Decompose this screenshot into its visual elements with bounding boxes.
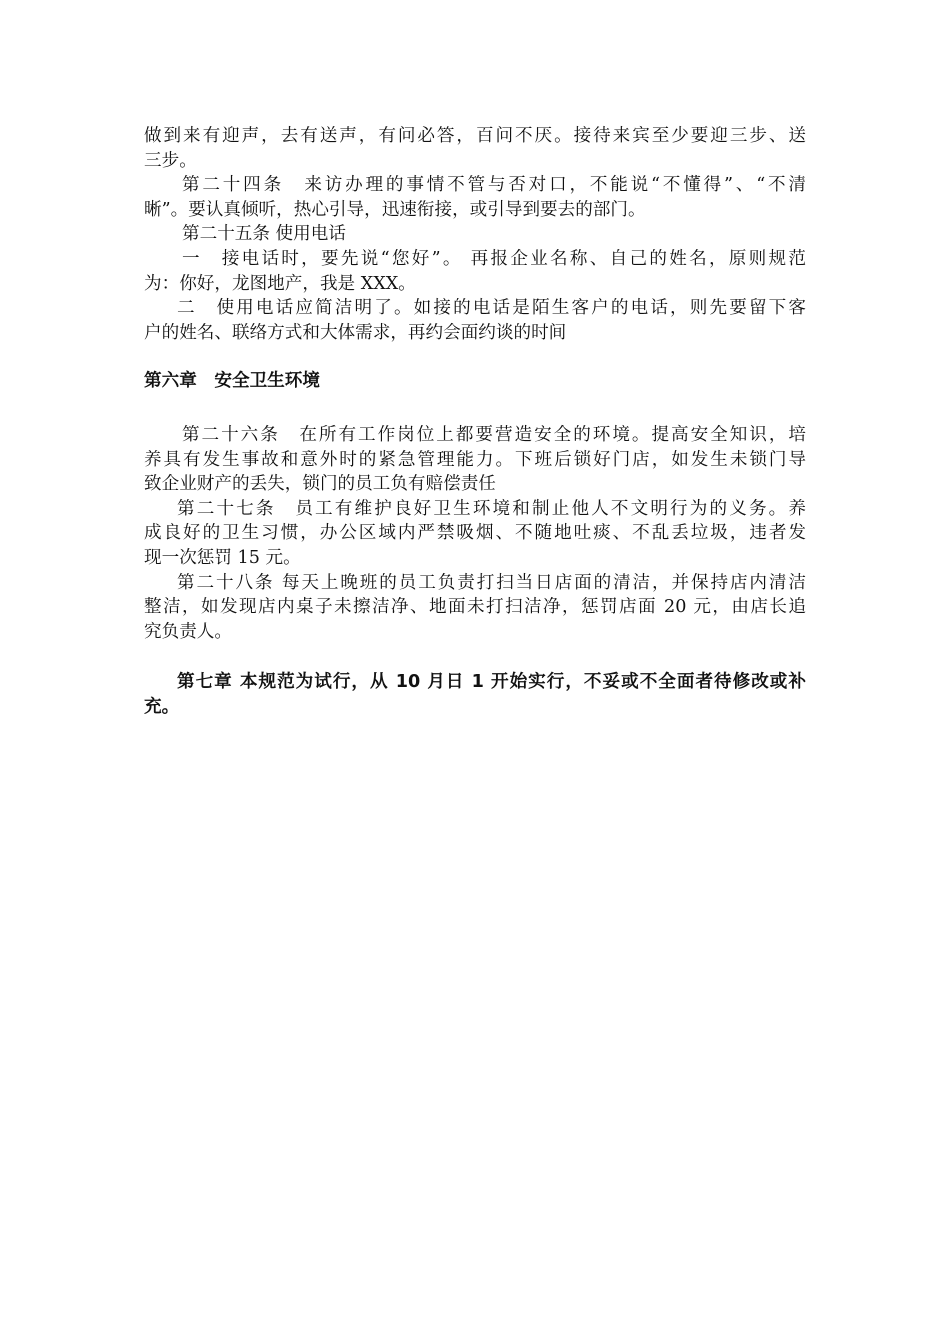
article-26-line: 致企业财产的丢失，锁门的员工负有赔偿责任	[144, 474, 496, 495]
article-25-item-2-line: 户的姓名、联络方式和大体需求，再约会面约谈的时间	[144, 322, 567, 343]
paragraph-line: 三步。	[144, 150, 197, 171]
article-26-line: 第二十六条 在所有工作岗位上都要营造安全的环境。提高安全知识，培	[182, 424, 806, 445]
chapter-7-line: 第七章 本规范为试行，从 10 月日 1 开始实行，不妥或不全面者待修改或补	[177, 672, 806, 693]
article-25-title: 第二十五条 使用电话	[182, 224, 346, 245]
article-25-item-2-line: 二 使用电话应简洁明了。如接的电话是陌生客户的电话，则先要留下客	[177, 298, 806, 319]
chapter-6-heading: 第六章 安全卫生环境	[144, 371, 320, 392]
spacer	[144, 394, 806, 423]
spacer	[144, 644, 806, 670]
article-28-line: 整洁，如发现店内桌子未擦洁净、地面未打扫洁净，惩罚店面 20 元，由店长追	[144, 597, 806, 618]
article-24-line: 第二十四条 来访办理的事情不管与否对口，不能说“不懂得”、“不清	[182, 175, 806, 196]
article-27-line: 成良好的卫生习惯，办公区域内严禁吸烟、不随地吐痰、不乱丢垃圾，违者发	[144, 523, 806, 544]
article-27-line: 现一次惩罚 15 元。	[144, 547, 301, 568]
article-24-line: 晰”。要认真倾听，热心引导，迅速衔接，或引导到要去的部门。	[144, 199, 646, 220]
article-27-line: 第二十七条 员工有维护良好卫生环境和制止他人不文明行为的义务。养	[177, 498, 806, 519]
article-26-line: 养具有发生事故和意外时的紧急管理能力。下班后锁好门店，如发生未锁门导	[144, 449, 806, 470]
article-28-line: 究负责人。	[144, 621, 232, 642]
article-25-item-1-line: 为：你好，龙图地产，我是 XXX。	[144, 273, 416, 294]
article-28-line: 第二十八条 每天上晚班的员工负责打扫当日店面的清洁，并保持店内清洁	[177, 572, 806, 593]
chapter-7-line: 充。	[144, 696, 180, 717]
article-25-item-1-line: 一 接电话时，要先说“您好”。 再报企业名称、自己的姓名，原则规范	[182, 248, 806, 269]
document-page	[144, 124, 806, 719]
paragraph-line: 做到来有迎声，去有送声，有问必答，百问不厌。接待来宾至少要迎三步、送	[144, 126, 806, 146]
